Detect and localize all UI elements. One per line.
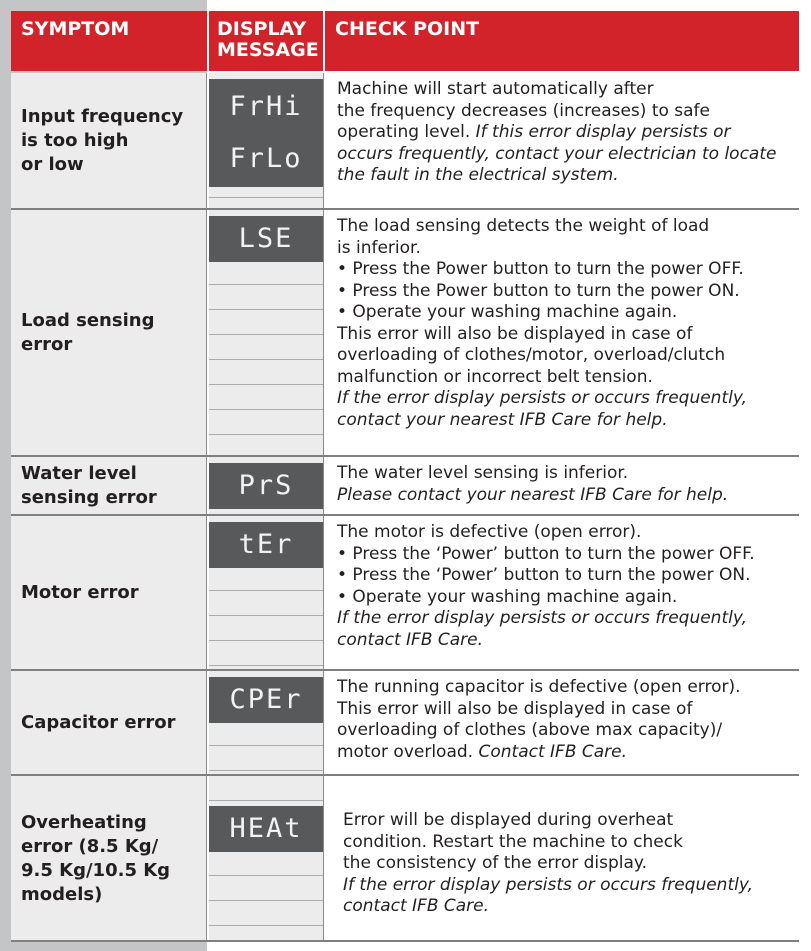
check-point-cell: The load sensing detects the weight of load is inferior. • Press the Power button to turn the power OFF. • Press the Power button to turn the power ON. • Operate your washing machine again. This error will also be displayed in case of overloading of clothes/motor, overload/clutch malfunction or incorrect belt tension. If the error display persists or occurs frequently, contact your nearest IFB Care for help. (337, 216, 747, 430)
check-point-cell: Machine will start automatically after the frequency decreases (increases) to safe operating level. If this error display persists or occurs frequently, contact your electrician to locate the fault in the electrical system. (337, 79, 777, 185)
table-row (11, 210, 799, 456)
header-symptom: SYMPTOM (11, 11, 207, 71)
lcd-display (209, 79, 323, 187)
display-cell (209, 516, 324, 670)
error-code: PrS (238, 470, 294, 501)
symptom-cell: Water level sensing error (11, 457, 207, 515)
table-row (11, 671, 799, 775)
header-check-point: CHECK POINT (325, 11, 799, 71)
check-point-cell: The running capacitor is defective (open error). This error will also be displayed in case of overloading of clothes (above max capacity)/ motor overload. Contact IFB Care. (337, 677, 741, 762)
lcd-display (209, 806, 323, 852)
lcd-display (209, 216, 323, 262)
lcd-display (209, 522, 323, 568)
row-divider (11, 940, 799, 942)
lcd-display (209, 463, 323, 509)
symptom-cell: Input frequency is too high or low (11, 73, 207, 209)
display-cell (209, 73, 324, 209)
symptom-cell: Overheating error (8.5 Kg/ 9.5 Kg/10.5 Kg models) (11, 776, 207, 941)
symptom-cell: Load sensing error (11, 210, 207, 456)
symptom-cell: Motor error (11, 516, 207, 670)
table-row (11, 457, 799, 515)
display-cell (209, 210, 324, 456)
display-cell (209, 457, 324, 515)
check-point-cell: Error will be displayed during overheat condition. Restart the machine to check the consistency of the error display. If the error display persists or occurs frequently, contact IFB Care. (343, 810, 753, 916)
lcd-display (209, 677, 323, 723)
error-code: CPEr (229, 684, 303, 715)
display-cell (209, 776, 324, 941)
check-point-cell: The water level sensing is inferior. Please contact your nearest IFB Care for help. (337, 463, 729, 505)
check-point-cell: The motor is defective (open error). • Press the ‘Power’ button to turn the power OFF. • Press the ‘Power’ button to turn the power ON. • Operate your washing machine again. If the error display persists or occurs frequently, contact IFB Care. (337, 522, 755, 650)
error-code: LSE (238, 223, 294, 254)
error-code: HEAt (229, 813, 303, 844)
display-cell (209, 671, 324, 775)
error-code: tEr (238, 529, 294, 560)
symptom-cell: Capacitor error (11, 671, 207, 775)
header-display-message: DISPLAY MESSAGE (209, 11, 323, 71)
table-row (11, 516, 799, 670)
error-code: FrLo (229, 143, 303, 174)
table-row (11, 776, 799, 941)
table-row (11, 73, 799, 209)
error-code: FrHi (229, 91, 303, 122)
